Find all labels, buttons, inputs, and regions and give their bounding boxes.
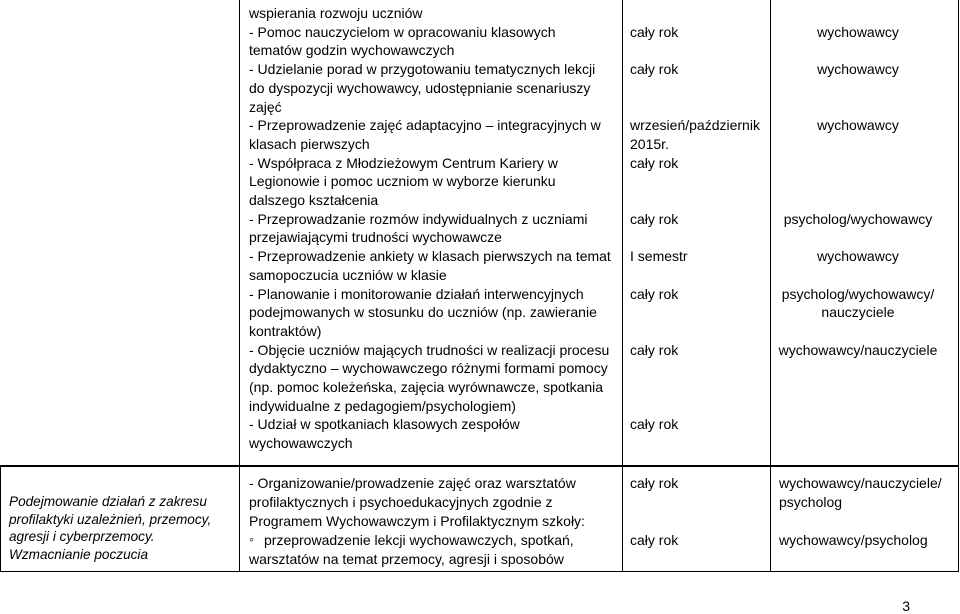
- responsible-cell: nauczyciele: [821, 304, 895, 321]
- activity-line: warsztatów na temat przemocy, agresji i sposobów: [249, 551, 564, 567]
- activity-line: dydaktyczno – wychowawczego różnymi formami pomocy: [249, 360, 608, 377]
- term-cell: wrzesień/październik: [630, 117, 760, 134]
- responsible-cell: wychowawcy/nauczyciele: [778, 341, 938, 358]
- term-cell: I semestr: [630, 248, 688, 265]
- activity-line: tematów godzin wychowawczych: [249, 42, 455, 59]
- row-divider: [0, 465, 959, 467]
- responsible-cell: wychowawcy/psycholog: [779, 532, 928, 548]
- activity-line: - Przeprowadzenie ankiety w klasach pierwszych na temat: [249, 248, 611, 265]
- activity-line: kontraktów): [249, 322, 322, 339]
- area-line: Wzmacnianie poczucia: [9, 546, 149, 562]
- col-divider-1: [239, 0, 240, 572]
- activity-line: Legionowie i pomoc uczniom w wyborze kierunku: [249, 173, 556, 190]
- responsible-cell: wychowawcy: [817, 117, 899, 134]
- activity-line: - Przeprowadzanie rozmów indywidualnych z uczniami: [249, 210, 588, 227]
- activity-line: indywidualne z pedagogiem/psychologiem): [249, 397, 516, 414]
- activity-line: - Udział w spotkaniach klasowych zespołów: [249, 416, 520, 433]
- activity-line: profilaktycznych i psychoedukacyjnych zgodnie z: [249, 494, 553, 510]
- responsible-cell: psycholog/wychowawcy/: [781, 285, 935, 302]
- responsible-cell: wychowawcy: [817, 248, 899, 265]
- area-line: Podejmowanie działań z zakresu: [9, 494, 207, 509]
- term-cell: cały rok: [630, 416, 679, 433]
- activity-line: przeprowadzenie lekcji wychowawczych, spotkań,: [264, 532, 574, 548]
- term-cell: cały rok: [630, 285, 679, 302]
- responsible-cell: wychowawcy: [817, 23, 899, 40]
- activity-line: - Planowanie i monitorowanie działań interwencyjnych: [249, 285, 584, 302]
- term-cell: cały rok: [630, 475, 679, 491]
- activity-line: do dyspozycji wychowawcy, udostępnianie scenariuszy: [249, 79, 591, 96]
- term-cell: cały rok: [630, 61, 679, 78]
- activity-line: klasach pierwszych: [249, 135, 370, 152]
- activity-line: - Współpraca z Młodzieżowym Centrum Kariery w: [249, 154, 558, 171]
- term-cell: 2015r.: [630, 135, 669, 152]
- table-border-left-lower: [0, 466, 1, 572]
- page-number: 3: [902, 598, 910, 614]
- activity-line: dalszego kształcenia: [249, 192, 379, 208]
- area-line: agresji i cyberprzemocy.: [9, 529, 155, 544]
- responsible-cell: wychowawcy: [817, 61, 899, 78]
- activity-line: samopoczucia uczniów w klasie: [249, 266, 447, 283]
- area-line: profilaktyki uzależnień, przemocy,: [9, 511, 212, 527]
- activity-line: - Przeprowadzenie zajęć adaptacyjno – integracyjnych w: [249, 117, 601, 134]
- activity-line: - Pomoc nauczycielom w opracowaniu klasowych: [249, 23, 556, 40]
- activity-line: zajęć: [249, 98, 282, 115]
- bullet-icon: ◦: [249, 531, 254, 547]
- table-border-right: [958, 0, 959, 572]
- responsible-cell: psycholog: [779, 494, 843, 510]
- activity-line: - Udzielanie porad w przygotowaniu tematycznych lekcji: [249, 61, 596, 78]
- activity-line: - Organizowanie/prowadzenie zajęć oraz warsztatów: [249, 475, 576, 491]
- activity-line: - Objęcie uczniów mających trudności w realizacji procesu: [249, 341, 610, 358]
- activity-line: wspierania rozwoju uczniów: [249, 5, 423, 21]
- responsible-cell: wychowawcy/nauczyciele/: [779, 475, 942, 491]
- term-cell: cały rok: [630, 532, 679, 548]
- term-cell: cały rok: [630, 23, 679, 40]
- activity-line: przejawiającymi trudności wychowawcze: [249, 229, 502, 246]
- activity-line: wychowawczych: [249, 435, 353, 452]
- activity-line: podejmowanych w stosunku do uczniów (np. zawieranie: [249, 304, 597, 321]
- col-divider-2: [622, 0, 623, 572]
- activity-line: (np. pomoc koleżeńska, zajęcia wyrównawcze, spotkania: [249, 379, 604, 395]
- responsible-cell: psycholog/wychowawcy: [783, 210, 933, 227]
- table-border-bottom: [0, 571, 959, 572]
- term-cell: cały rok: [630, 210, 679, 227]
- activity-line: Programem Wychowawczym i Profilaktycznym szkoły:: [249, 513, 585, 529]
- term-cell: cały rok: [630, 341, 679, 358]
- term-cell: cały rok: [630, 154, 679, 171]
